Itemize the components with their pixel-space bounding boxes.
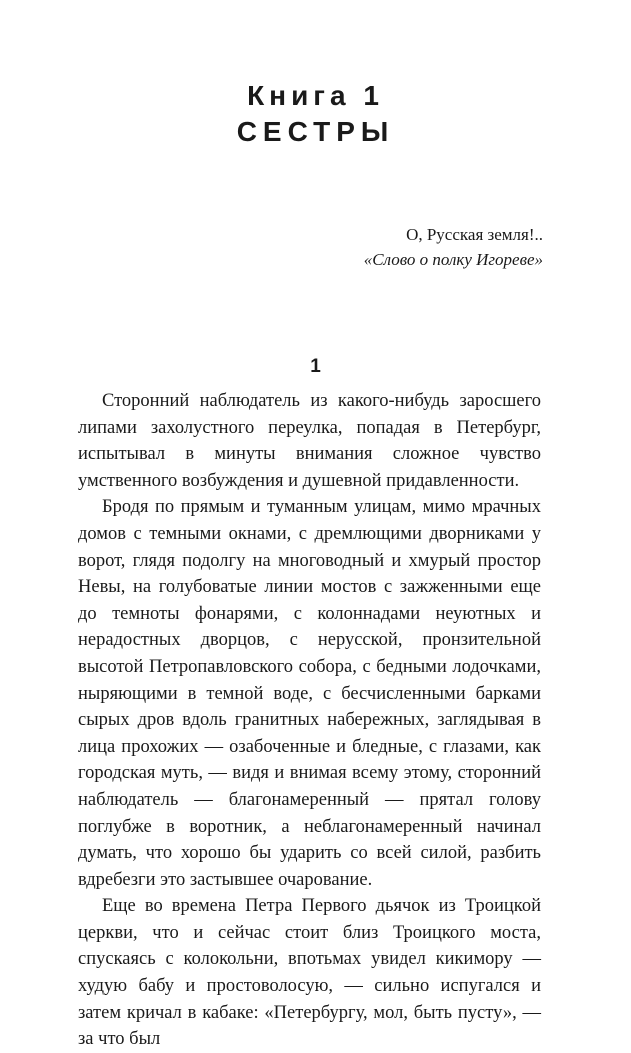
book-number: Книга 1 xyxy=(247,80,384,111)
chapter-body xyxy=(78,388,541,1053)
book-header xyxy=(0,78,631,150)
epigraph-source: «Слово о полку Игореве» xyxy=(363,250,543,269)
epigraph-text: О, Русская земля!.. xyxy=(406,225,543,244)
paragraph: Сторонний наблюдатель из какого-нибудь заросшего липами захолустного переулка, попадая в Петербург, испытывал в минуты внимания сложное чувство умственного возбуждения и душевной придавленности. xyxy=(78,391,541,491)
book-title: СЕСТРЫ xyxy=(236,116,395,147)
epigraph xyxy=(364,222,543,272)
paragraph: Бродя по прямым и туманным улицам, мимо мрачных домов с темными окнами, с дремлющими дворниками у ворот, глядя подолгу на многоводный и хмурый простор Невы, на голубоватые линии мостов с зажженными еще до темноты фонарями, с колоннадами неуютных и нерадостных дворцов, с нерусской, пронзительной высотой Петропавловского собора, с бедными лодочками, ныряющими в темной воде, с бесчисленными барками сырых дров вдоль гранитных набережных, заглядывая в лица прохожих — озабоченные и бледные, с глазами, как городская муть, — видя и внимая всему этому, сторонний наблюдатель — благонамеренный — прятал голову поглубже в воротник, а неблагонамеренный начинал думать, что хорошо бы ударить со всей силой, разбить вдребезги это застывшее очарование. xyxy=(78,497,541,890)
chapter-number: 1 xyxy=(310,356,321,377)
paragraph: Еще во времена Петра Первого дьячок из Троицкой церкви, что и сейчас стоит близ Троицкого моста, спускаясь с колокольни, впотьмах увидел кикимору — худую бабу и простоволосую, — сильно испугался и затем кричал в кабаке: «Петербургу, мол, быть пусту», — за что был xyxy=(78,896,541,1050)
